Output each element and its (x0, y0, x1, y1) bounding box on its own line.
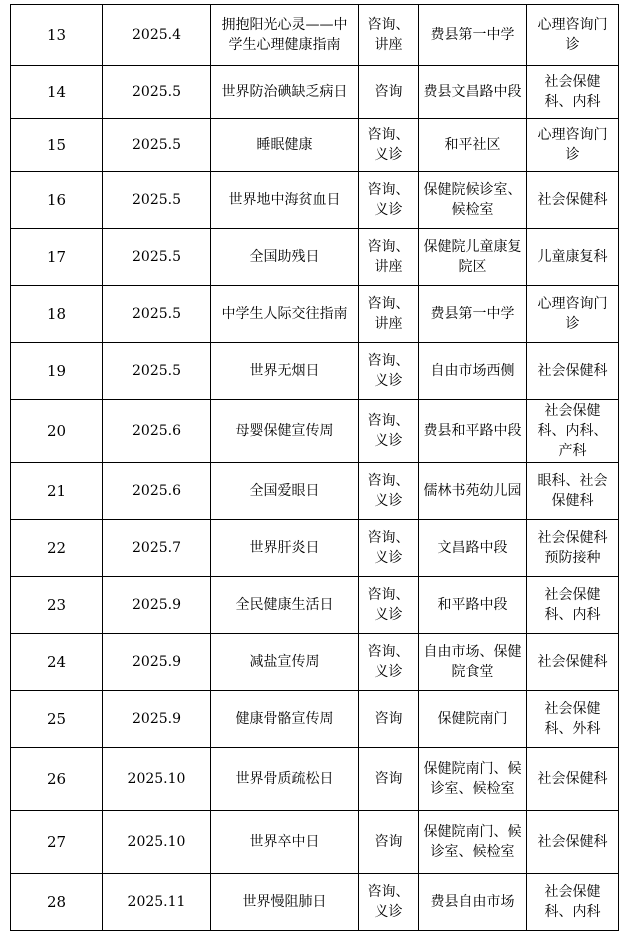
cell-department: 眼科、社会保健科 (527, 463, 619, 520)
cell-date: 2025.9 (103, 634, 211, 691)
cell-number: 13 (11, 5, 103, 66)
cell-location: 自由市场西侧 (419, 343, 527, 400)
cell-department: 心理咨询门诊 (527, 5, 619, 66)
table-row (11, 634, 619, 691)
cell-location: 儒林书苑幼儿园 (419, 463, 527, 520)
cell-department: 儿童康复科 (527, 229, 619, 286)
table-row (11, 172, 619, 229)
cell-number: 19 (11, 343, 103, 400)
table-row (11, 463, 619, 520)
cell-form: 咨询 (359, 66, 419, 119)
cell-department: 社会保健科 (527, 748, 619, 811)
cell-department: 社会保健科、内科 (527, 874, 619, 931)
cell-number: 17 (11, 229, 103, 286)
table-row (11, 286, 619, 343)
table-row (11, 343, 619, 400)
cell-location: 保健院南门、候诊室、候检室 (419, 748, 527, 811)
cell-number: 20 (11, 400, 103, 463)
cell-topic: 世界骨质疏松日 (211, 748, 359, 811)
cell-number: 21 (11, 463, 103, 520)
cell-number: 28 (11, 874, 103, 931)
cell-date: 2025.10 (103, 748, 211, 811)
table-row (11, 520, 619, 577)
cell-location: 和平社区 (419, 119, 527, 172)
cell-location: 费县文昌路中段 (419, 66, 527, 119)
cell-form: 咨询、义诊 (359, 343, 419, 400)
cell-date: 2025.10 (103, 811, 211, 874)
table-row (11, 691, 619, 748)
cell-date: 2025.7 (103, 520, 211, 577)
cell-department: 社会保健科 (527, 634, 619, 691)
cell-topic: 全民健康生活日 (211, 577, 359, 634)
cell-form: 咨询 (359, 811, 419, 874)
cell-topic: 世界防治碘缺乏病日 (211, 66, 359, 119)
cell-date: 2025.5 (103, 343, 211, 400)
cell-location: 和平路中段 (419, 577, 527, 634)
cell-topic: 全国助残日 (211, 229, 359, 286)
table-row (11, 229, 619, 286)
table-row (11, 66, 619, 119)
cell-form: 咨询、义诊 (359, 463, 419, 520)
cell-topic: 中学生人际交往指南 (211, 286, 359, 343)
cell-location: 保健院南门 (419, 691, 527, 748)
cell-date: 2025.5 (103, 172, 211, 229)
cell-topic: 全国爱眼日 (211, 463, 359, 520)
cell-number: 23 (11, 577, 103, 634)
cell-number: 15 (11, 119, 103, 172)
cell-topic: 世界肝炎日 (211, 520, 359, 577)
cell-number: 14 (11, 66, 103, 119)
cell-location: 文昌路中段 (419, 520, 527, 577)
cell-date: 2025.5 (103, 229, 211, 286)
cell-form: 咨询、讲座 (359, 286, 419, 343)
cell-date: 2025.5 (103, 66, 211, 119)
cell-department: 社会保健科、内科 (527, 577, 619, 634)
cell-department: 社会保健科 (527, 172, 619, 229)
cell-department: 社会保健科 (527, 343, 619, 400)
cell-topic: 拥抱阳光心灵——中学生心理健康指南 (211, 5, 359, 66)
cell-topic: 世界地中海贫血日 (211, 172, 359, 229)
cell-date: 2025.9 (103, 577, 211, 634)
cell-topic: 减盐宣传周 (211, 634, 359, 691)
cell-form: 咨询、义诊 (359, 119, 419, 172)
cell-topic: 世界卒中日 (211, 811, 359, 874)
table-row (11, 5, 619, 66)
activity-table (10, 4, 619, 931)
cell-date: 2025.5 (103, 119, 211, 172)
cell-date: 2025.5 (103, 286, 211, 343)
cell-location: 费县和平路中段 (419, 400, 527, 463)
cell-number: 27 (11, 811, 103, 874)
cell-department: 社会保健科、外科 (527, 691, 619, 748)
cell-department: 社会保健科、内科、产科 (527, 400, 619, 463)
table-row (11, 119, 619, 172)
cell-location: 保健院候诊室、候检室 (419, 172, 527, 229)
cell-location: 保健院南门、候诊室、候检室 (419, 811, 527, 874)
cell-department: 社会保健科、内科 (527, 66, 619, 119)
cell-topic: 睡眠健康 (211, 119, 359, 172)
cell-date: 2025.6 (103, 400, 211, 463)
cell-number: 24 (11, 634, 103, 691)
table-row (11, 400, 619, 463)
cell-form: 咨询、义诊 (359, 520, 419, 577)
cell-form: 咨询、讲座 (359, 229, 419, 286)
cell-location: 费县第一中学 (419, 5, 527, 66)
cell-number: 16 (11, 172, 103, 229)
cell-date: 2025.4 (103, 5, 211, 66)
cell-department: 心理咨询门诊 (527, 286, 619, 343)
cell-topic: 健康骨骼宣传周 (211, 691, 359, 748)
cell-location: 费县自由市场 (419, 874, 527, 931)
cell-date: 2025.9 (103, 691, 211, 748)
cell-number: 26 (11, 748, 103, 811)
cell-location: 费县第一中学 (419, 286, 527, 343)
cell-location: 自由市场、保健院食堂 (419, 634, 527, 691)
cell-date: 2025.6 (103, 463, 211, 520)
cell-topic: 母婴保健宣传周 (211, 400, 359, 463)
cell-form: 咨询、义诊 (359, 400, 419, 463)
cell-department: 心理咨询门诊 (527, 119, 619, 172)
cell-topic: 世界慢阻肺日 (211, 874, 359, 931)
cell-date: 2025.11 (103, 874, 211, 931)
cell-number: 25 (11, 691, 103, 748)
cell-topic: 世界无烟日 (211, 343, 359, 400)
cell-number: 22 (11, 520, 103, 577)
cell-form: 咨询 (359, 748, 419, 811)
cell-form: 咨询、讲座 (359, 5, 419, 66)
cell-form: 咨询 (359, 691, 419, 748)
table-row (11, 811, 619, 874)
cell-form: 咨询、义诊 (359, 634, 419, 691)
table-row (11, 874, 619, 931)
cell-number: 18 (11, 286, 103, 343)
cell-form: 咨询、义诊 (359, 577, 419, 634)
cell-department: 社会保健科 (527, 811, 619, 874)
table-body (11, 5, 619, 931)
table-row (11, 748, 619, 811)
table-row (11, 577, 619, 634)
cell-form: 咨询、义诊 (359, 874, 419, 931)
cell-location: 保健院儿童康复院区 (419, 229, 527, 286)
cell-form: 咨询、义诊 (359, 172, 419, 229)
cell-department: 社会保健科预防接种 (527, 520, 619, 577)
